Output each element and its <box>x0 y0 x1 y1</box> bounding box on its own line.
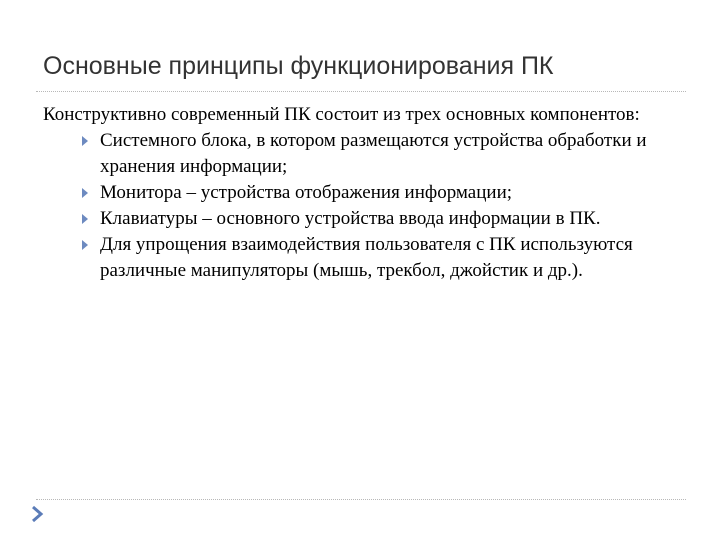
footer-divider <box>36 499 686 500</box>
triangle-right-icon <box>82 136 88 146</box>
triangle-right-icon <box>82 240 88 250</box>
bullet-text: Системного блока, в котором размещаются устройства обработки и хранения информации; <box>100 130 647 177</box>
chevron-right-icon[interactable] <box>30 505 44 523</box>
title-divider <box>36 91 686 92</box>
bullet-list <box>43 128 693 284</box>
list-item <box>43 180 693 206</box>
bullet-text: Монитора – устройства отображения информации; <box>100 182 513 203</box>
bullet-text: Клавиатуры – основного устройства ввода информации в ПК. <box>100 208 601 229</box>
list-item <box>43 206 693 232</box>
bullet-text: Для упрощения взаимодействия пользователя с ПК используются различные манипуляторы (мышь, трекбол, джойстик и др.). <box>100 234 633 281</box>
slide-body <box>43 102 693 284</box>
triangle-right-icon <box>82 214 88 224</box>
triangle-right-icon <box>82 188 88 198</box>
intro-paragraph: Конструктивно современный ПК состоит из трех основных компонентов: <box>43 104 640 125</box>
list-item <box>43 232 693 284</box>
slide-title: Основные принципы функционирования ПК <box>43 52 554 80</box>
list-item <box>43 128 693 180</box>
